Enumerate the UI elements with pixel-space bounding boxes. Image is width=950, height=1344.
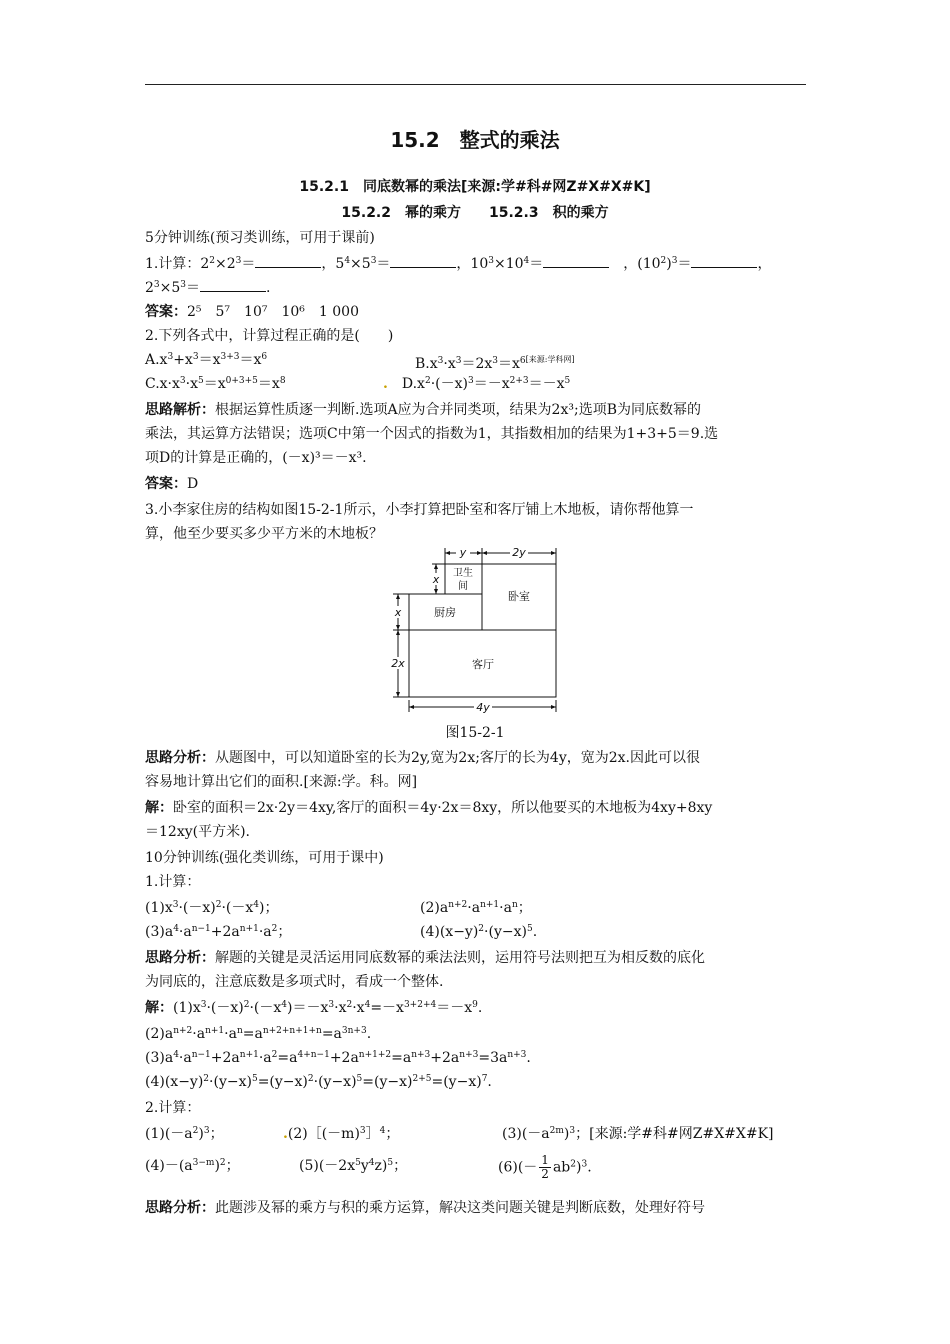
label-bedroom: 卧室 bbox=[508, 590, 530, 603]
arrow-head bbox=[551, 551, 556, 555]
q3-stem-line2: 算，他至少要买多少平方米的木地板？ bbox=[145, 526, 383, 542]
q3-analysis: 思路分析：从题图中，可以知道卧室的长为2y,宽为2x;客厅的长为4y，宽为2x.因此可以很 bbox=[145, 750, 700, 766]
subsection-title-1: 15.2.1 同底数幂的乘法[来源:学#科#网Z#X#X#K] bbox=[299, 179, 651, 195]
q3-analysis-line2: 容易地计算出它们的面积.[来源:学。科。网] bbox=[145, 774, 418, 790]
label-x-kitchen: x bbox=[394, 606, 402, 619]
s2-q1-items-34: $(3)a^4\cdot a^{n-1}+2a^{n+1}\cdot a^2$； $(4)(x-y)^2\cdot(y-x)^5$. bbox=[145, 924, 538, 940]
s2-q2-items-456: $(4)-(a^{3-m})^2$； $(5)(-2x^5y^4z)^5$； (6)(－ $\frac{1}{2}$ $ab^2)^3$. bbox=[145, 1153, 592, 1181]
label-bathroom-1: 卫生 bbox=[453, 568, 473, 579]
label-living-room: 客厅 bbox=[472, 658, 494, 671]
s2-q2-items-123: $(1)(-a^2)^3$； $.(2)[(-m)^3]^4$； $(3)(-a^{2m})^3$；[来源:学#科#网Z#X#X#K] bbox=[145, 1126, 774, 1142]
s2-q1-solution-2: $(2)a^{n+2}\cdot a^{n+1}\cdot a^n=a^{n+2+n+1+n}=a^{3n+3}$. bbox=[145, 1026, 372, 1042]
label-kitchen: 厨房 bbox=[434, 606, 456, 619]
q2-options-ab: $A.x^3+x^3=x^{3+3}=x^6$ $B.x^3\cdot x^3=2x^3=x^{6[来源:学科网]}$ bbox=[145, 352, 575, 372]
arrow-head bbox=[396, 625, 400, 630]
arrow-head bbox=[409, 705, 414, 709]
header-rule bbox=[145, 84, 806, 85]
floor-plan-figure bbox=[380, 544, 580, 716]
label-4y: 4y bbox=[476, 701, 490, 714]
s2-q1-analysis-line2: 为同底的，注意底数是多项式时，看成一个整体. bbox=[145, 974, 444, 990]
s2-q1-analysis: 思路分析：解题的关键是灵活运用同底数幂的乘法法则，运用符号法则把互为相反数的底化 bbox=[145, 950, 705, 966]
arrow-head bbox=[396, 692, 400, 697]
label-bathroom-2: 间 bbox=[458, 581, 468, 592]
arrow-head bbox=[434, 589, 438, 594]
q3-solution: 解：卧室的面积＝2x·2y＝4xy,客厅的面积＝4y·2x＝8xy，所以他要买的木地板为4xy+8xy bbox=[145, 800, 713, 816]
training-heading-10min: 10分钟训练(强化类训练，可用于课中) bbox=[145, 850, 384, 866]
label-2y: 2y bbox=[512, 546, 526, 559]
section-title: 15.2 整式的乘法 bbox=[390, 128, 560, 152]
s2-q1-solution-1: 解：$(1)x^3\cdot(-x)^2\cdot(-x^4)=-x^3\cdot x^2\cdot x^4=-x^{3+2+4}=-x^9$. bbox=[145, 1000, 483, 1016]
q2-analysis-line2: 乘法，其运算方法错误；选项C中第一个因式的指数为1，其指数相加的结果为1+3+5＝9.选 bbox=[145, 426, 719, 442]
figure-caption: 图15-2-1 bbox=[445, 725, 505, 741]
q2-analysis-line3: 项D的计算是正确的，(－x)³＝－x³. bbox=[145, 450, 367, 466]
q3-stem: 3.小李家住房的结构如图15-2-1所示，小李打算把卧室和客厅铺上木地板，请你帮他算一 bbox=[145, 502, 694, 518]
s2-q1-solution-4: $(4)(x-y)^2\cdot(y-x)^5=(y-x)^2\cdot(y-x)^5=(y-x)^{2+5}=(y-x)^7$. bbox=[145, 1074, 492, 1090]
q2-answer: 答案：D bbox=[145, 476, 199, 492]
label-2x: 2x bbox=[391, 657, 405, 670]
s2-q2-label: 2.计算： bbox=[145, 1100, 201, 1116]
q3-solution-line2: ＝12xy(平方米). bbox=[145, 824, 250, 840]
s2-q1-items-12: $(1)x^3\cdot(-x)^2\cdot(-x^4)$； $(2)a^{n+2}\cdot a^{n+1}\cdot a^n$； bbox=[145, 900, 532, 916]
arrow-head bbox=[477, 551, 482, 555]
arrow-head bbox=[482, 551, 487, 555]
q1-expressions-cont: $2^3\times 5^3=$ . bbox=[145, 276, 810, 300]
s2-q1-label: 1.计算： bbox=[145, 874, 201, 890]
label-x-bathroom: x bbox=[432, 573, 440, 586]
s2-q2-analysis: 思路分析：此题涉及幂的乘方与积的乘方运算，解决这类问题关键是判断底数，处理好符号 bbox=[145, 1200, 705, 1216]
q2-stem: 2.下列各式中，计算过程正确的是( ) bbox=[145, 328, 394, 344]
q1-expressions: 1.计算：$2^2\times 2^3=$ ，$5^4\times 5^3=$ ，$10^3\times 10^4=$ ，$(10^2)^3=$ ， bbox=[145, 252, 810, 276]
training-heading-5min: 5分钟训练(预习类训练，可用于课前) bbox=[145, 230, 375, 246]
arrow-head bbox=[396, 630, 400, 635]
q2-analysis: 思路解析：根据运算性质逐一判断.选项A应为合并同类项，结果为2x³;选项B为同底数幂的 bbox=[145, 402, 701, 418]
s2-q1-solution-3: $(3)a^4\cdot a^{n-1}+2a^{n+1}\cdot a^2=a^{4+n-1}+2a^{n+1+2}=a^{n+3}+2a^{n+3}=3a^{n+3}$. bbox=[145, 1050, 531, 1066]
q1-answer: 答案：2⁵ 5⁷ 10⁷ 10⁶ 1 000 bbox=[145, 304, 359, 320]
arrow-head bbox=[434, 564, 438, 569]
q2-options-cd: $C.x\cdot x^3\cdot x^5=x^{0+3+5}=x^8$ . $D.x^2\cdot(-x)^3=-x^{2+3}=-x^5$ bbox=[145, 376, 571, 392]
arrow-head bbox=[445, 551, 450, 555]
arrow-head bbox=[396, 594, 400, 599]
subsection-title-2: 15.2.2 幂的乘方 15.2.3 积的乘方 bbox=[341, 205, 609, 221]
label-y: y bbox=[459, 546, 467, 559]
arrow-head bbox=[551, 705, 556, 709]
